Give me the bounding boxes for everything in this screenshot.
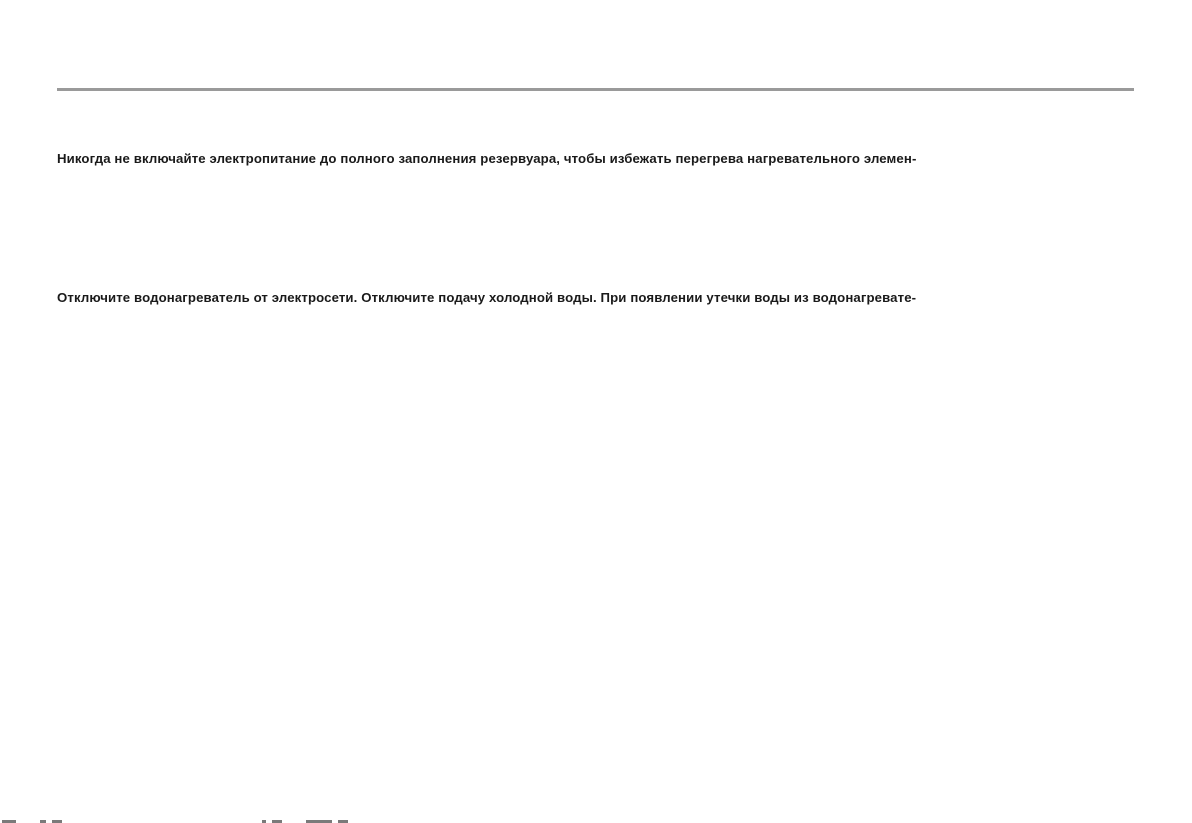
header-divider-line <box>57 88 1134 91</box>
warning-text-line: Никогда не включайте электропитание до полного заполнения резервуара, чтобы избежать перегрева нагревательного элемен- <box>57 151 917 166</box>
cropped-text-fragments <box>0 817 360 823</box>
instruction-text-line: Отключите водонагреватель от электросети. Отключите подачу холодной воды. При появлении утечки воды из водонагревате- <box>57 290 917 305</box>
